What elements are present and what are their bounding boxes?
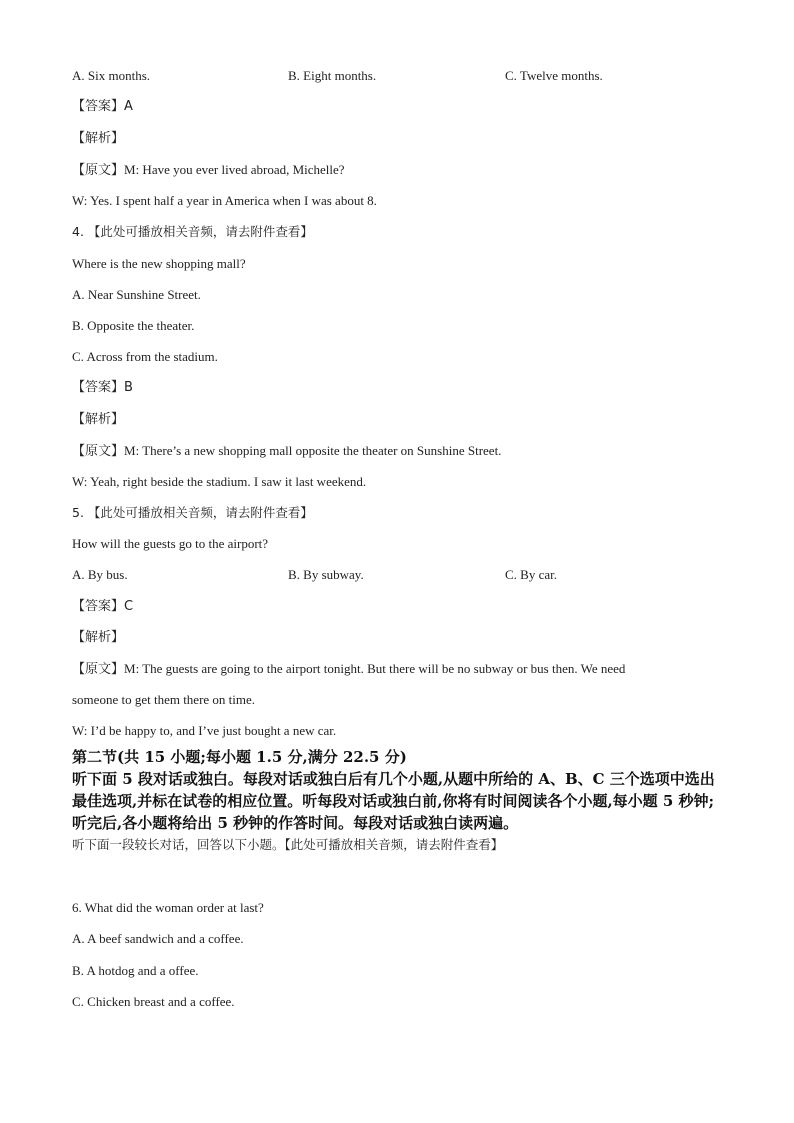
q5-option-c: C. By car. [505, 567, 557, 582]
q4-transcript-label: 【原文】 [72, 444, 125, 459]
q6-option-a: A. A beef sandwich and a coffee. [72, 931, 244, 946]
q5-transcript-w: W: I’d be happy to, and I’ve just bought a new car. [72, 723, 337, 738]
section2-title: 第二节(共 15 小题;每小题 1.5 分,满分 22.5 分) [72, 748, 407, 766]
q5-transcript-m2: someone to get them there on time. [72, 692, 256, 707]
q5-answer: 【答案】C [72, 599, 134, 614]
q4-transcript-w: W: Yeah, right beside the stadium. I saw it last weekend. [72, 474, 367, 489]
q3-transcript-m [72, 162, 345, 179]
q3-transcript-m-text: M: Have you ever lived abroad, Michelle? [124, 162, 345, 177]
q4-analysis: 【解析】 [72, 412, 125, 427]
q5-question: How will the guests go to the airport? [72, 536, 269, 551]
q4-option-b: B. Opposite the theater. [72, 318, 195, 333]
q3-transcript-label: 【原文】 [72, 163, 125, 178]
q4-transcript-m-text: M: There’s a new shopping mall opposite the theater on Sunshine Street. [124, 443, 502, 458]
q5-transcript-m1 [72, 661, 625, 678]
q5-option-a: A. By bus. [72, 567, 128, 582]
q5-option-b: B. By subway. [288, 567, 364, 582]
q3-option-c: C. Twelve months. [505, 68, 603, 83]
q5-transcript-m1-text: M: The guests are going to the airport tonight. But there will be no subway or bus then. We need [124, 661, 626, 676]
q5-header: 5. 【此处可播放相关音频，请去附件查看】 [72, 505, 313, 520]
section2-prompt: 听下面一段较长对话，回答以下小题。【此处可播放相关音频，请去附件查看】 [72, 837, 504, 852]
q3-answer: 【答案】A [72, 99, 133, 114]
q6-question: 6. What did the woman order at last? [72, 900, 264, 915]
q4-option-a: A. Near Sunshine Street. [72, 287, 201, 302]
q3-transcript-w: W: Yes. I spent half a year in America when I was about 8. [72, 193, 377, 208]
q3-options [72, 68, 732, 84]
q4-transcript-m [72, 443, 501, 460]
q4-header: 4. 【此处可播放相关音频，请去附件查看】 [72, 224, 313, 239]
q6-option-b: B. A hotdog and a offee. [72, 963, 199, 978]
q3-option-a: A. Six months. [72, 68, 151, 83]
q3-option-b: B. Eight months. [288, 68, 377, 83]
q4-answer: 【答案】B [72, 380, 133, 395]
q5-analysis: 【解析】 [72, 630, 125, 645]
q4-option-c: C. Across from the stadium. [72, 349, 218, 364]
q4-question: Where is the new shopping mall? [72, 256, 246, 271]
q6-option-c: C. Chicken breast and a coffee. [72, 994, 235, 1009]
q3-analysis: 【解析】 [72, 131, 125, 146]
q5-transcript-label: 【原文】 [72, 662, 125, 677]
q5-options [72, 567, 732, 583]
section2-instructions: 听下面 5 段对话或独白。每段对话或独白后有几个小题,从题中所给的 A、B、C 三个选项中选出最佳选项,并标在试卷的相应位置。听每段对话或独白前,你将有时间阅读各个小题,每小题 5 秒钟;听完后,各小题将给出 5 秒钟的作答时间。每段对话或独白读两遍。 [72, 770, 715, 832]
